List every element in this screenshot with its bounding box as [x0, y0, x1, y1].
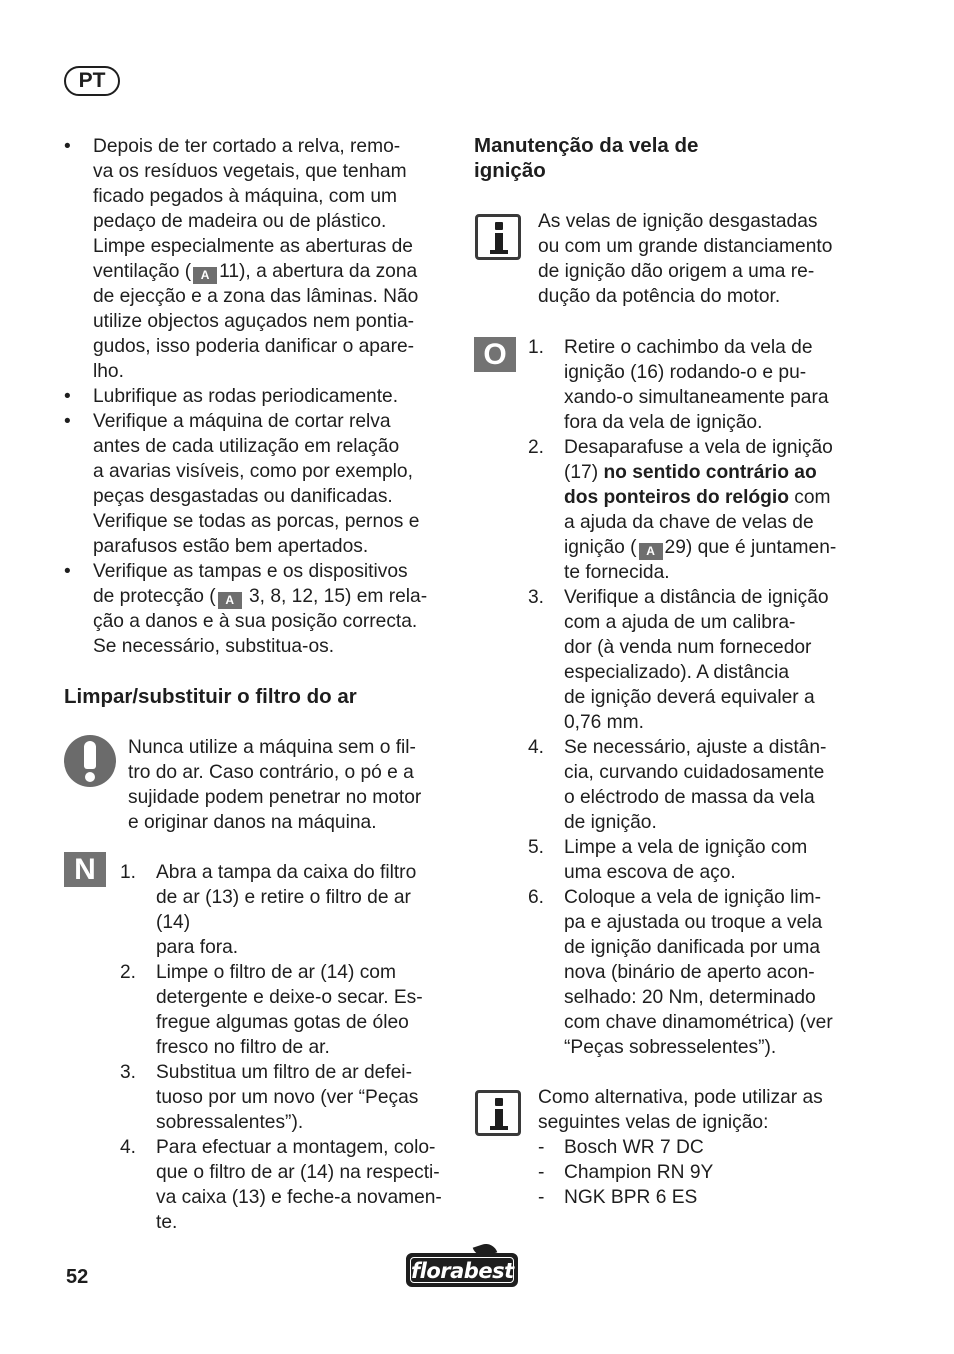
list-item: 3. Verifique a distância de ignição com a ajuda de um calibra- dor (à venda num fornecedor especializado). A distância de ignição deverá equivaler a 0,76 mm.: [528, 587, 829, 733]
figure-a-reference-icon: A: [193, 267, 217, 284]
info-icon: [475, 214, 521, 260]
list-item: 2. Limpe o filtro de ar (14) com detergente e deixe-o secar. Es- fregue algumas gotas de óleo fresco no filtro de ar.: [120, 962, 423, 1058]
figure-a-reference-icon: A: [639, 543, 663, 560]
info-icon: [475, 1090, 521, 1136]
step-letter-n-icon: N: [64, 852, 106, 887]
list-item: 2. Desaparafuse a vela de ignição (17) no sentido contrário ao dos ponteiros do relógio com a ajuda da chave de velas de ignição ( A 29) que é juntamen- te fornecida.: [528, 437, 837, 583]
list-item: - NGK BPR 6 ES: [538, 1187, 698, 1208]
list-item: 4. Para efectuar a montagem, colo- que o filtro de ar (14) na respecti- va caixa (13) e feche-a novamen- te.: [120, 1137, 442, 1233]
alternative-spark-plugs-list: [538, 1135, 874, 1210]
air-filter-steps: [120, 860, 450, 1235]
list-item: 4. Se necessário, ajuste a distân- cia, curvando cuidadosamente o eléctrodo de massa da vela de ignição.: [528, 737, 827, 833]
list-item: • Verifique a máquina de cortar relva antes de cada utilização em relação a avarias visíveis, como por exemplo, peças desgastadas ou danificadas. Verifique se todas as porcas, pernos e parafusos estão bem apertados.: [64, 411, 420, 557]
section-heading-air-filter: Limpar/substituir o filtro do ar: [64, 685, 357, 708]
list-item: 1. Abra a tampa da caixa do filtro de ar (13) e retire o filtro de ar (14) para fora.: [120, 862, 417, 958]
spark-plug-steps: [528, 335, 874, 1060]
list-item: - Champion RN 9Y: [538, 1162, 714, 1183]
page-number: 52: [66, 1266, 89, 1288]
warning-text: Nunca utilize a máquina sem o fil- tro do ar. Caso contrário, o pó e a sujidade podem penetrar no motor e originar danos na máquina.: [128, 737, 422, 833]
section-heading-spark-plug: Manutenção da vela de ignição: [474, 134, 699, 182]
language-badge: PT: [64, 66, 120, 96]
maintenance-bullet-list: [64, 134, 450, 659]
step-letter-o-icon: O: [474, 337, 516, 372]
info-text: As velas de ignição desgastadas ou com um grande distanciamento de ignição dão origem a uma re- dução da potência do motor.: [538, 211, 833, 307]
list-item: • Verifique as tampas e os dispositivos de protecção ( A 3, 8, 12, 15) em rela- ção a danos e à sua posição correcta. Se necessário, substitua-os.: [64, 561, 428, 657]
list-item: 1. Retire o cachimbo da vela de ignição (16) rodando-o e pu- xando-o simultaneamente para fora da vela de ignição.: [528, 337, 829, 433]
list-item: • Lubrifique as rodas periodicamente.: [64, 386, 399, 407]
figure-a-reference-icon: A: [218, 592, 242, 609]
list-item: 3. Substitua um filtro de ar defei- tuoso por um novo (ver “Peças sobressalentes”).: [120, 1062, 419, 1133]
list-item: 5. Limpe a vela de ignição com uma escova de aço.: [528, 837, 808, 883]
list-item: - Bosch WR 7 DC: [538, 1137, 704, 1158]
warning-icon: [64, 735, 116, 787]
list-item: • Depois de ter cortado a relva, remo- va os resíduos vegetais, que tenham ficado pegados à máquina, com um pedaço de madeira ou de plástico. Limpe especialmente as aberturas de ventilação ( A 11), a abertura da zona de ejecção e a zona das lâminas. Não utilize objectos aguçados nem pontia- gudos, isso poderia danificar o apare- lho.: [64, 136, 419, 382]
florabest-logo: florabest: [406, 1253, 518, 1287]
list-item: 6. Coloque a vela de ignição lim- pa e ajustada ou troque a vela de ignição danificada por uma nova (binário de aperto acon- selhado: 20 Nm, determinado com chave dinamométrica) (ver “Peças sobresselentes”).: [528, 887, 833, 1058]
alternatives-intro-text: Como alternativa, pode utilizar as seguintes velas de ignição:: [538, 1087, 823, 1133]
